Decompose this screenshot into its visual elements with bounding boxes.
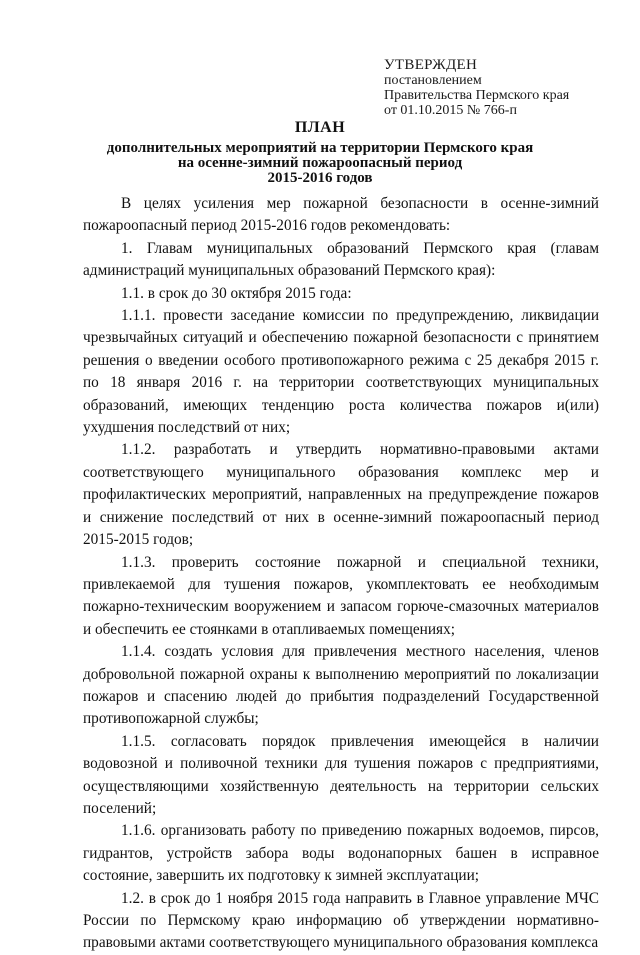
paragraph-1-1-6: 1.1.6. организовать работу по приведению пожарных водоемов, пирсов, гидрантов, устройств забора воды водонапорных башен в исправное состояние, завершить их подготовку к зимней эксплуатации; <box>83 822 599 885</box>
approval-line: от 01.10.2015 № 766-п <box>384 103 517 118</box>
approval-heading: УТВЕРЖДЕН <box>384 57 478 73</box>
document-body <box>83 193 599 955</box>
paragraph-1-2: 1.2. в срок до 1 ноября 2015 года направить в Главное управление МЧС России по Пермскому краю информацию об утверждении нормативно-правовыми актами соответствующего муниципального образования комплекса <box>83 889 599 952</box>
title-line: дополнительных мероприятий на территории Пермского края <box>106 140 534 156</box>
title-line: 2015-2016 годов <box>267 170 373 186</box>
approval-line: постановлением <box>384 73 482 88</box>
paragraph-1-1: 1.1. в срок до 30 октября 2015 года: <box>121 284 352 302</box>
approval-line: Правительства Пермского края <box>384 88 570 103</box>
title-main: ПЛАН <box>294 119 346 136</box>
paragraph-1-1-4: 1.1.4. создать условия для привлечения местного населения, членов добровольной пожарной охраны к выполнению мероприятий по локализации пожаров и спасению людей до прибытия подразделений Государственной противопожарной службы; <box>83 643 599 728</box>
paragraph-1-1-3: 1.1.3. проверить состояние пожарной и специальной техники, привлекаемой для тушения пожаров, укомплектовать ее необходимым пожарно-техническим вооружением и запасом горюче-смазочных материалов и обеспечить ее стоянками в отапливаемых помещениях; <box>83 553 599 638</box>
paragraph-intro: В целях усиления мер пожарной безопасности в осенне-зимний пожароопасный период 2015-2016 годов рекомендовать: <box>83 195 599 235</box>
paragraph-1: 1. Главам муниципальных образований Пермского края (главам администраций муниципальных образований Пермского края): <box>83 239 599 280</box>
approval-stamp <box>384 58 569 118</box>
document-title <box>0 120 640 186</box>
paragraph-1-1-1: 1.1.1. провести заседание комиссии по предупреждению, ликвидации чрезвычайных ситуаций и обеспечению пожарной безопасности с принятием решения о введении особого противопожарного режима с 25 декабря 2015 г. по 18 января 2016 г. на территории соответствующих муниципальных образований, имеющих тенденцию роста количества пожаров и(или) ухудшения последствий от них; <box>83 307 599 437</box>
title-line: на осенне-зимний пожароопасный период <box>177 155 463 171</box>
paragraph-1-1-2: 1.1.2. разработать и утвердить нормативно-правовыми актами соответствующего муниципального образования комплекс мер и профилактических мероприятий, направленных на предупреждение пожаров и снижение последствий от них в осенне-зимний пожароопасный период 2015-2015 годов; <box>83 441 599 549</box>
paragraph-1-1-5: 1.1.5. согласовать порядок привлечения имеющейся в наличии водовозной и поливочной техники для тушения пожаров с предприятиями, осуществляющими хозяйственную деятельность на территории сельских поселений; <box>83 732 599 817</box>
